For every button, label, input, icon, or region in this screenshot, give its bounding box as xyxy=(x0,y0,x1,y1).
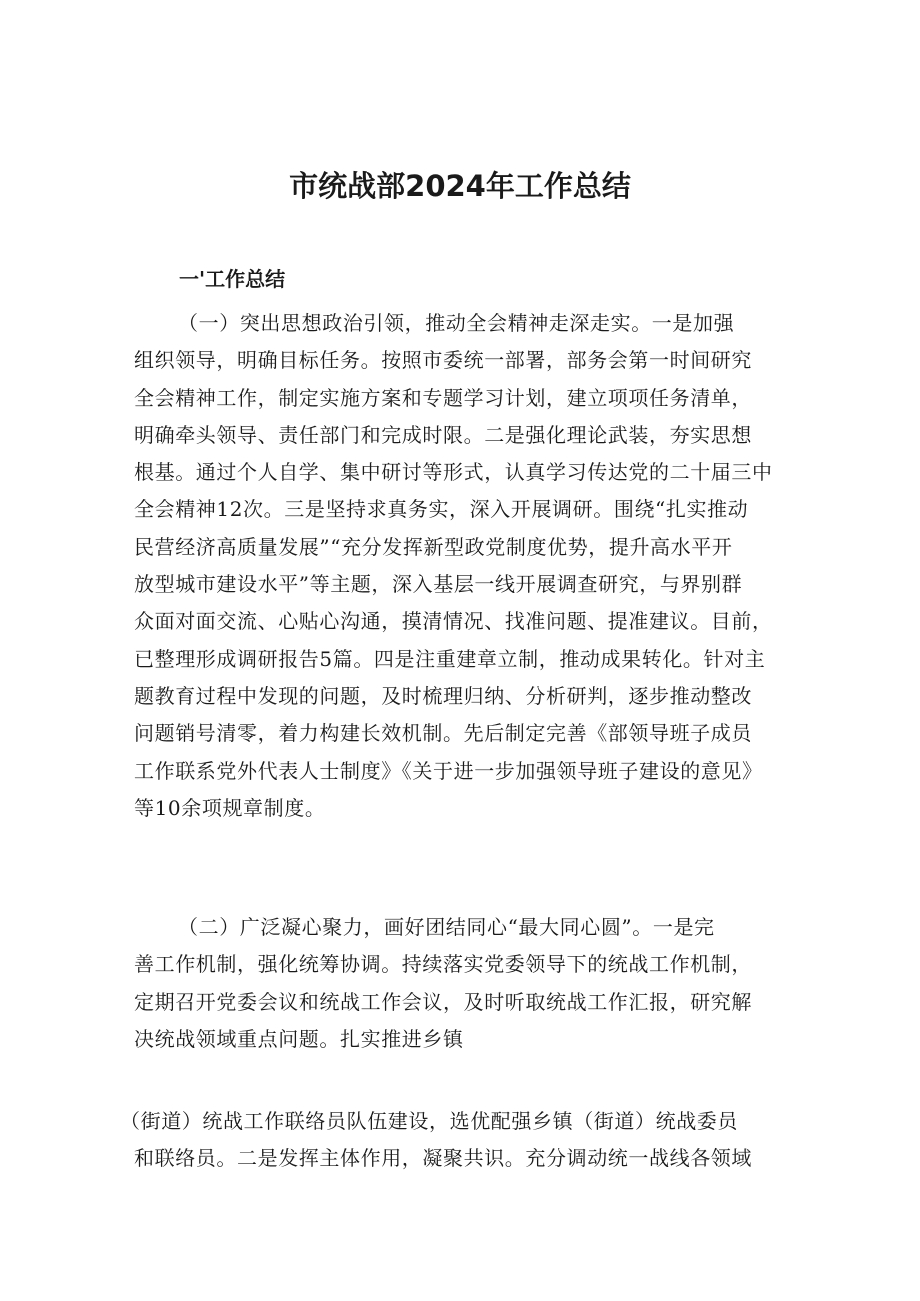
paragraph-line: 决统战领域重点问题。扎实推进乡镇 xyxy=(134,1026,464,1051)
paragraph-line: 民营经济高质量发展”“充分发挥新型政党制度优势，提升高水平开 xyxy=(134,534,733,559)
paragraph-line: 明确牵头领导、责任部门和完成时限。二是强化理论武装，夯实思想 xyxy=(134,422,752,447)
paragraph-line: 等10余项规章制度。 xyxy=(134,795,326,820)
paragraph-3 xyxy=(120,1103,794,1178)
paragraph-line: 题教育过程中发现的问题，及时梳理归纳、分析研判，逐步推动整改 xyxy=(134,683,752,708)
paragraph-line: （街道）统战工作联络员队伍建设，选优配强乡镇（街道）统战委员 xyxy=(120,1109,738,1133)
paragraph-line: （二）广泛凝心聚力，画好团结同心“最大同心圆”。一是完 xyxy=(178,915,715,939)
paragraph-line: 定期召开党委会议和统战工作会议，及时听取统战工作汇报，研究解 xyxy=(134,989,752,1014)
paragraph-line: 根基。通过个人自学、集中研讨等形式，认真学习传达党的二十届三中 xyxy=(134,460,773,485)
paragraph-line: 众面对面交流、心贴心沟通，摸清情况、找准问题、提准建议。目前， xyxy=(134,609,773,634)
document-title: 市统战部2024年工作总结 xyxy=(289,169,631,203)
paragraph-line: 工作联系党外代表人士制度》《关于进一步加强领导班子建设的意见》 xyxy=(134,758,763,783)
paragraph-2 xyxy=(134,909,794,1058)
paragraph-line: 善工作机制，强化统筹协调。持续落实党委领导下的统战工作机制， xyxy=(134,952,752,977)
paragraph-line: 已整理形成调研报告5篇。四是注重建章立制，推动成果转化。针对主 xyxy=(134,646,766,671)
paragraph-line: 全会精神12次。三是坚持求真务实，深入开展调研。围绕“扎实推动 xyxy=(134,497,749,522)
paragraph-line: 问题销号清零，着力构建长效机制。先后制定完善《部领导班子成员 xyxy=(134,721,752,746)
section-heading: 一'工作总结 xyxy=(179,267,286,291)
paragraph-line: 全会精神工作，制定实施方案和专题学习计划，建立项项任务清单， xyxy=(134,385,752,410)
paragraph-line: 和联络员。二是发挥主体作用，凝聚共识。充分调动统一战线各领域 xyxy=(134,1146,752,1171)
paragraph-1 xyxy=(134,305,794,827)
paragraph-line: （一）突出思想政治引领，推动全会精神走深走实。一是加强 xyxy=(178,311,735,335)
paragraph-line: 放型城市建设水平”等主题，深入基层一线开展调查研究，与界别群 xyxy=(134,572,743,597)
paragraph-line: 组织领导，明确目标任务。按照市委统一部署，部务会第一时间研究 xyxy=(134,348,752,373)
